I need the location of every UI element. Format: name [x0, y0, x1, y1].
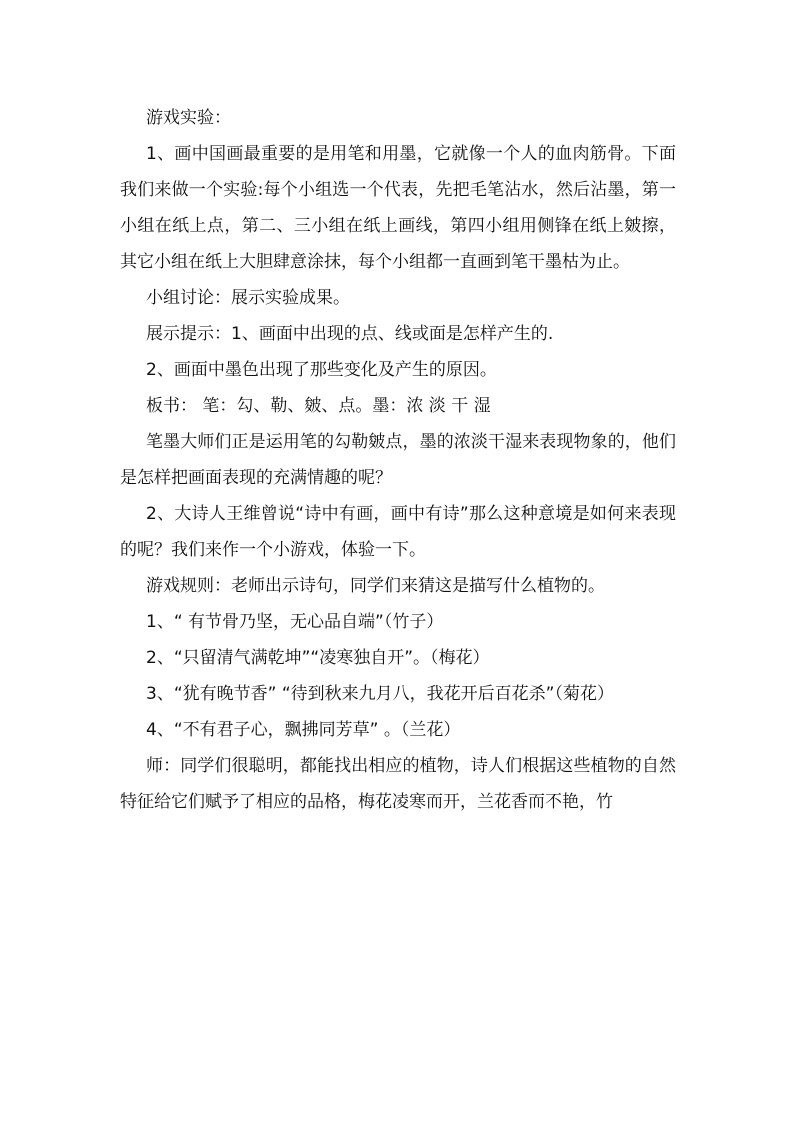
paragraph-experiment-instructions: 1、画中国画最重要的是用笔和用墨，它就像一个人的血肉筋骨。下面我们来做一个实验:每个小组选一个代表，先把毛笔沾水，然后沾墨，第一小组在纸上点，第二、三小组在纸上画线，第四小组用侧锋在纸上皴擦，其它小组在纸上大胆肆意涂抹，每个小组都一直画到笔干墨枯为止。	[120, 144, 676, 272]
paragraph-wang-wei: 2、大诗人王维曾说“诗中有画，画中有诗”那么这种意境是如何来表现的呢？我们来作一个小游戏，体验一下。	[120, 504, 676, 560]
paragraph-poem-chrysanthemum: 3、“犹有晚节香” “待到秋来九月八，我花开后百花杀”（菊花）	[146, 684, 614, 704]
paragraph-poem-orchid: 4、“不有君子心，飘拂同芳草” 。（兰花）	[146, 720, 461, 740]
paragraph-ink-masters: 笔墨大师们正是运用笔的勾勒皴点，墨的浓淡干湿来表现物象的，他们是怎样把画面表现的充满情趣的呢？	[120, 432, 676, 488]
document-body	[120, 100, 676, 820]
paragraph-game-rules: 游戏规则：老师出示诗句，同学们来猜这是描写什么植物的。	[146, 576, 605, 596]
paragraph-poem-plum: 2、“只留清气满乾坤”“凌寒独自开”。（梅花）	[146, 648, 490, 668]
paragraph-blackboard: 板书： 笔：勾、勒、皴、点。墨：浓 淡 干 湿	[146, 396, 491, 416]
paragraph-group-discussion: 小组讨论：展示实验成果。	[146, 288, 350, 308]
paragraph-display-hint-1: 展示提示：1、画面中出现的点、线或面是怎样产生的.	[146, 324, 554, 344]
paragraph-teacher-summary: 师：同学们很聪明，都能找出相应的植物，诗人们根据这些植物的自然特征给它们赋予了相应的品格，梅花凌寒而开，兰花香而不艳，竹	[120, 756, 676, 812]
paragraph-poem-bamboo: 1、“ 有节骨乃坚，无心品自端”（竹子）	[146, 612, 444, 632]
paragraph-game-experiment-heading: 游戏实验：	[146, 108, 231, 128]
paragraph-display-hint-2: 2、画面中墨色出现了那些变化及产生的原因。	[146, 360, 497, 380]
